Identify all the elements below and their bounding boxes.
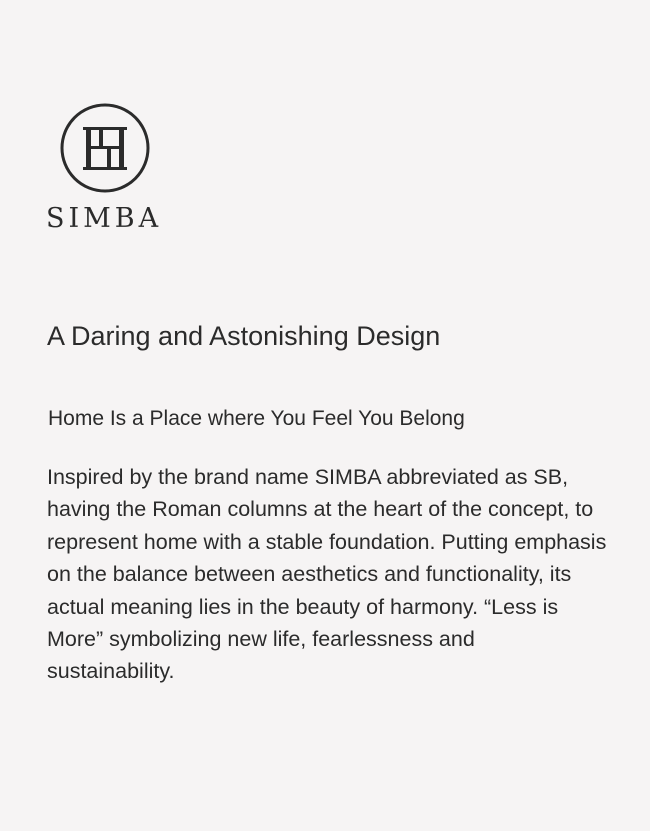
simba-monogram-icon [59, 102, 151, 194]
subheading: Home Is a Place where You Feel You Belong [48, 407, 465, 430]
brand-logo [46, 102, 162, 235]
brand-wordmark: SIMBA [46, 203, 163, 234]
page-title: A Daring and Astonishing Design [47, 321, 441, 351]
description-paragraph: Inspired by the brand name SIMBA abbreviated as SB, having the Roman columns at the heart of the concept, to represent home with a stable foundation. Putting emphasis on the balance between aesthetics and functionality, its actual meaning lies in the beauty of harmony. “Less is More” symbolizing new life, fearlessness and sustainability. [47, 465, 607, 684]
